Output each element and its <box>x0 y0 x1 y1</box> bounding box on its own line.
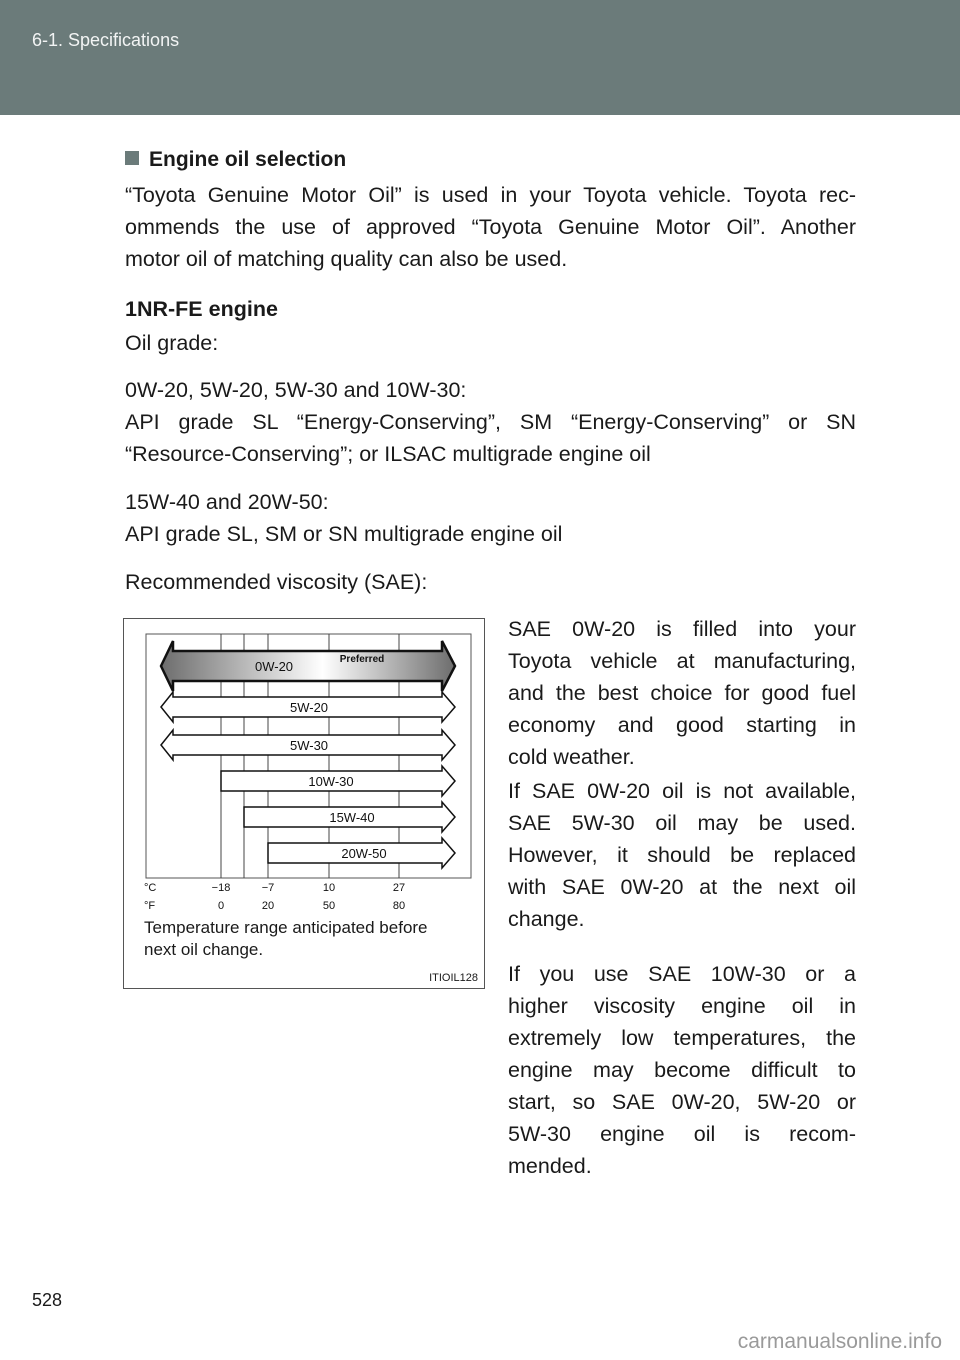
svg-text:5W-30: 5W-30 <box>289 738 329 753</box>
text-line: engine may become difficult to <box>508 1058 856 1082</box>
text-line: If SAE 0W-20 oil is not available, <box>508 779 856 803</box>
svg-text:°C: °C <box>144 882 157 894</box>
grade-group-title: 15W-40 and 20W-50: <box>125 490 329 514</box>
text-line: economy and good starting in <box>508 713 856 737</box>
text-line: However, it should be replaced <box>508 843 856 867</box>
svg-text:50: 50 <box>322 900 336 912</box>
text-line: and the best choice for good fuel <box>508 681 856 705</box>
section-title: 6-1. Specifications <box>32 30 180 50</box>
page-header <box>0 0 960 115</box>
intro-paragraph <box>125 179 856 275</box>
text-line: SAE 0W-20 is filled into your <box>508 617 856 641</box>
text-line: ommends the use of approved “Toyota Genuine Motor Oil”. Another <box>125 215 856 239</box>
arrow-20w-50 <box>268 838 455 868</box>
svg-text:−7: −7 <box>261 882 275 894</box>
text-line: If you use SAE 10W-30 or a <box>508 962 856 986</box>
text-line: mended. <box>508 1154 592 1178</box>
svg-text:−18: −18 <box>211 882 231 894</box>
svg-text:10: 10 <box>322 882 336 894</box>
square-bullet-icon <box>125 151 139 165</box>
text-line: SAE 5W-30 oil may be used. <box>508 811 856 835</box>
heading-text: Engine oil selection <box>149 148 347 171</box>
svg-text:27: 27 <box>392 882 406 894</box>
text-line: higher viscosity engine oil in <box>508 994 856 1018</box>
right-paragraph-2 <box>508 775 856 935</box>
right-paragraph-3 <box>508 958 856 1182</box>
engine-heading: 1NR-FE engine <box>125 297 278 321</box>
text-line: cold weather. <box>508 745 635 769</box>
text-line: with SAE 0W-20 at the next oil <box>508 875 856 899</box>
text-line: extremely low temperatures, the <box>508 1026 856 1050</box>
section-heading <box>125 148 346 172</box>
figure-caption <box>144 917 428 961</box>
watermark: carmanualsonline.info <box>737 1330 942 1353</box>
right-paragraph-1 <box>508 613 856 773</box>
text-line: change. <box>508 907 585 931</box>
svg-text:20: 20 <box>261 900 275 912</box>
arrow-10w-30 <box>221 766 455 796</box>
svg-text:5W-20: 5W-20 <box>289 700 329 715</box>
arrow-5w-30 <box>161 730 455 760</box>
svg-text:20W-50: 20W-50 <box>341 846 387 861</box>
svg-text:0: 0 <box>217 900 225 912</box>
figure-id: ITIOIL128 <box>429 972 478 984</box>
text-line: “Toyota Genuine Motor Oil” is used in your Toyota vehicle. Toyota rec- <box>125 183 856 207</box>
text-line: Toyota vehicle at manufacturing, <box>508 649 856 673</box>
grade-group-2 <box>125 486 562 550</box>
svg-text:15W-40: 15W-40 <box>329 810 375 825</box>
text-line: start, so SAE 0W-20, 5W-20 or <box>508 1090 856 1114</box>
grade-group-1 <box>125 374 856 470</box>
oil-grade-label: Oil grade: <box>125 331 219 355</box>
arrow-15w-40 <box>244 802 455 832</box>
viscosity-chart-figure <box>123 618 485 989</box>
viscosity-label: Recommended viscosity (SAE): <box>125 570 428 594</box>
text-line: API grade SL, SM or SN multigrade engine oil <box>125 522 563 546</box>
text-line: 5W-30 engine oil is recom- <box>508 1122 856 1146</box>
page-number: 528 <box>32 1290 63 1310</box>
svg-text:Preferred: Preferred <box>339 654 385 665</box>
svg-text:°F: °F <box>144 900 156 912</box>
svg-text:10W-30: 10W-30 <box>308 774 354 789</box>
text-line: API grade SL “Energy-Conserving”, SM “Energy-Conserving” or SN <box>125 410 856 434</box>
caption-line: next oil change. <box>144 940 264 959</box>
text-line: motor oil of matching quality can also be used. <box>125 247 568 271</box>
caption-line: Temperature range anticipated before <box>144 918 428 937</box>
arrow-5w-20 <box>161 692 455 722</box>
grade-group-title: 0W-20, 5W-20, 5W-30 and 10W-30: <box>125 378 467 402</box>
svg-text:0W-20: 0W-20 <box>254 659 294 674</box>
svg-text:80: 80 <box>392 900 406 912</box>
text-line: “Resource-Conserving”; or ILSAC multigrade engine oil <box>125 442 651 466</box>
